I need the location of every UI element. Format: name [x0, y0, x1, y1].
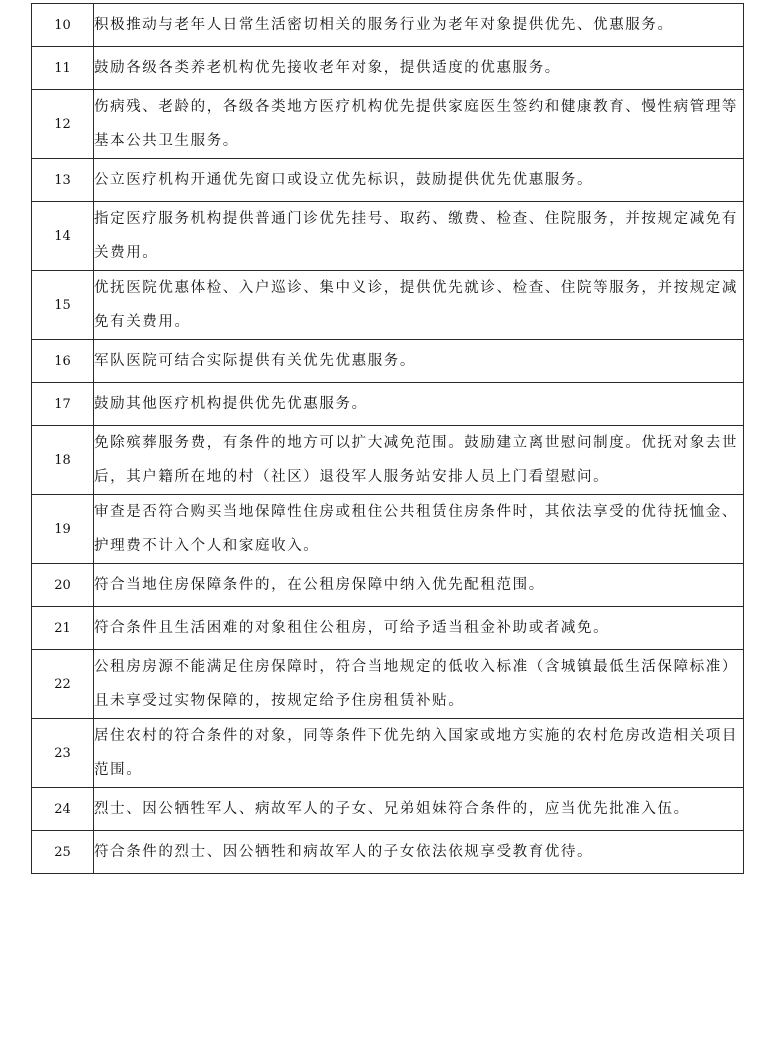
- table-row: [32, 788, 744, 831]
- row-text: 免除殡葬服务费，有条件的地方可以扩大减免范围。鼓励建立离世慰问制度。优抚对象去世后，其户籍所在地的村（社区）退役军人服务站安排人员上门看望慰问。: [94, 426, 744, 495]
- row-text: 居住农村的符合条件的对象，同等条件下优先纳入国家或地方实施的农村危房改造相关项目范围。: [94, 719, 744, 788]
- row-number: 10: [32, 4, 94, 47]
- row-number: 14: [32, 202, 94, 271]
- table-row: [32, 426, 744, 495]
- table-row: [32, 831, 744, 874]
- row-number: 15: [32, 271, 94, 340]
- table-row: [32, 383, 744, 426]
- row-text: 符合当地住房保障条件的，在公租房保障中纳入优先配租范围。: [94, 564, 744, 607]
- row-number: 22: [32, 650, 94, 719]
- row-number: 24: [32, 788, 94, 831]
- row-text: 积极推动与老年人日常生活密切相关的服务行业为老年对象提供优先、优惠服务。: [94, 4, 744, 47]
- table-row: [32, 564, 744, 607]
- row-text: 公租房房源不能满足住房保障时，符合当地规定的低收入标准（含城镇最低生活保障标准）且未享受过实物保障的，按规定给予住房租赁补贴。: [94, 650, 744, 719]
- row-number: 12: [32, 90, 94, 159]
- row-text: 符合条件且生活困难的对象租住公租房，可给予适当租金补助或者减免。: [94, 607, 744, 650]
- row-text: 鼓励各级各类养老机构优先接收老年对象，提供适度的优惠服务。: [94, 47, 744, 90]
- table-row: [32, 340, 744, 383]
- row-text: 鼓励其他医疗机构提供优先优惠服务。: [94, 383, 744, 426]
- row-number: 23: [32, 719, 94, 788]
- table-row: [32, 495, 744, 564]
- row-text: 军队医院可结合实际提供有关优先优惠服务。: [94, 340, 744, 383]
- row-text: 审查是否符合购买当地保障性住房或租住公共租赁住房条件时，其依法享受的优待抚恤金、护理费不计入个人和家庭收入。: [94, 495, 744, 564]
- row-text: 烈士、因公牺牲军人、病故军人的子女、兄弟姐妹符合条件的，应当优先批准入伍。: [94, 788, 744, 831]
- table-row: [32, 719, 744, 788]
- row-number: 13: [32, 159, 94, 202]
- row-number: 21: [32, 607, 94, 650]
- row-number: 18: [32, 426, 94, 495]
- row-text: 符合条件的烈士、因公牺牲和病故军人的子女依法依规享受教育优待。: [94, 831, 744, 874]
- row-text: 优抚医院优惠体检、入户巡诊、集中义诊，提供优先就诊、检查、住院等服务，并按规定减免有关费用。: [94, 271, 744, 340]
- row-number: 17: [32, 383, 94, 426]
- row-number: 19: [32, 495, 94, 564]
- table-row: [32, 650, 744, 719]
- row-text: 公立医疗机构开通优先窗口或设立优先标识，鼓励提供优先优惠服务。: [94, 159, 744, 202]
- row-number: 16: [32, 340, 94, 383]
- table-row: [32, 159, 744, 202]
- row-number: 11: [32, 47, 94, 90]
- row-number: 25: [32, 831, 94, 874]
- policy-table: [31, 3, 744, 874]
- table-row: [32, 202, 744, 271]
- row-text: 指定医疗服务机构提供普通门诊优先挂号、取药、缴费、检查、住院服务，并按规定减免有关费用。: [94, 202, 744, 271]
- table-row: [32, 271, 744, 340]
- row-number: 20: [32, 564, 94, 607]
- table-row: [32, 47, 744, 90]
- table-row: [32, 607, 744, 650]
- table-row: [32, 90, 744, 159]
- row-text: 伤病残、老龄的，各级各类地方医疗机构优先提供家庭医生签约和健康教育、慢性病管理等基本公共卫生服务。: [94, 90, 744, 159]
- table-row: [32, 4, 744, 47]
